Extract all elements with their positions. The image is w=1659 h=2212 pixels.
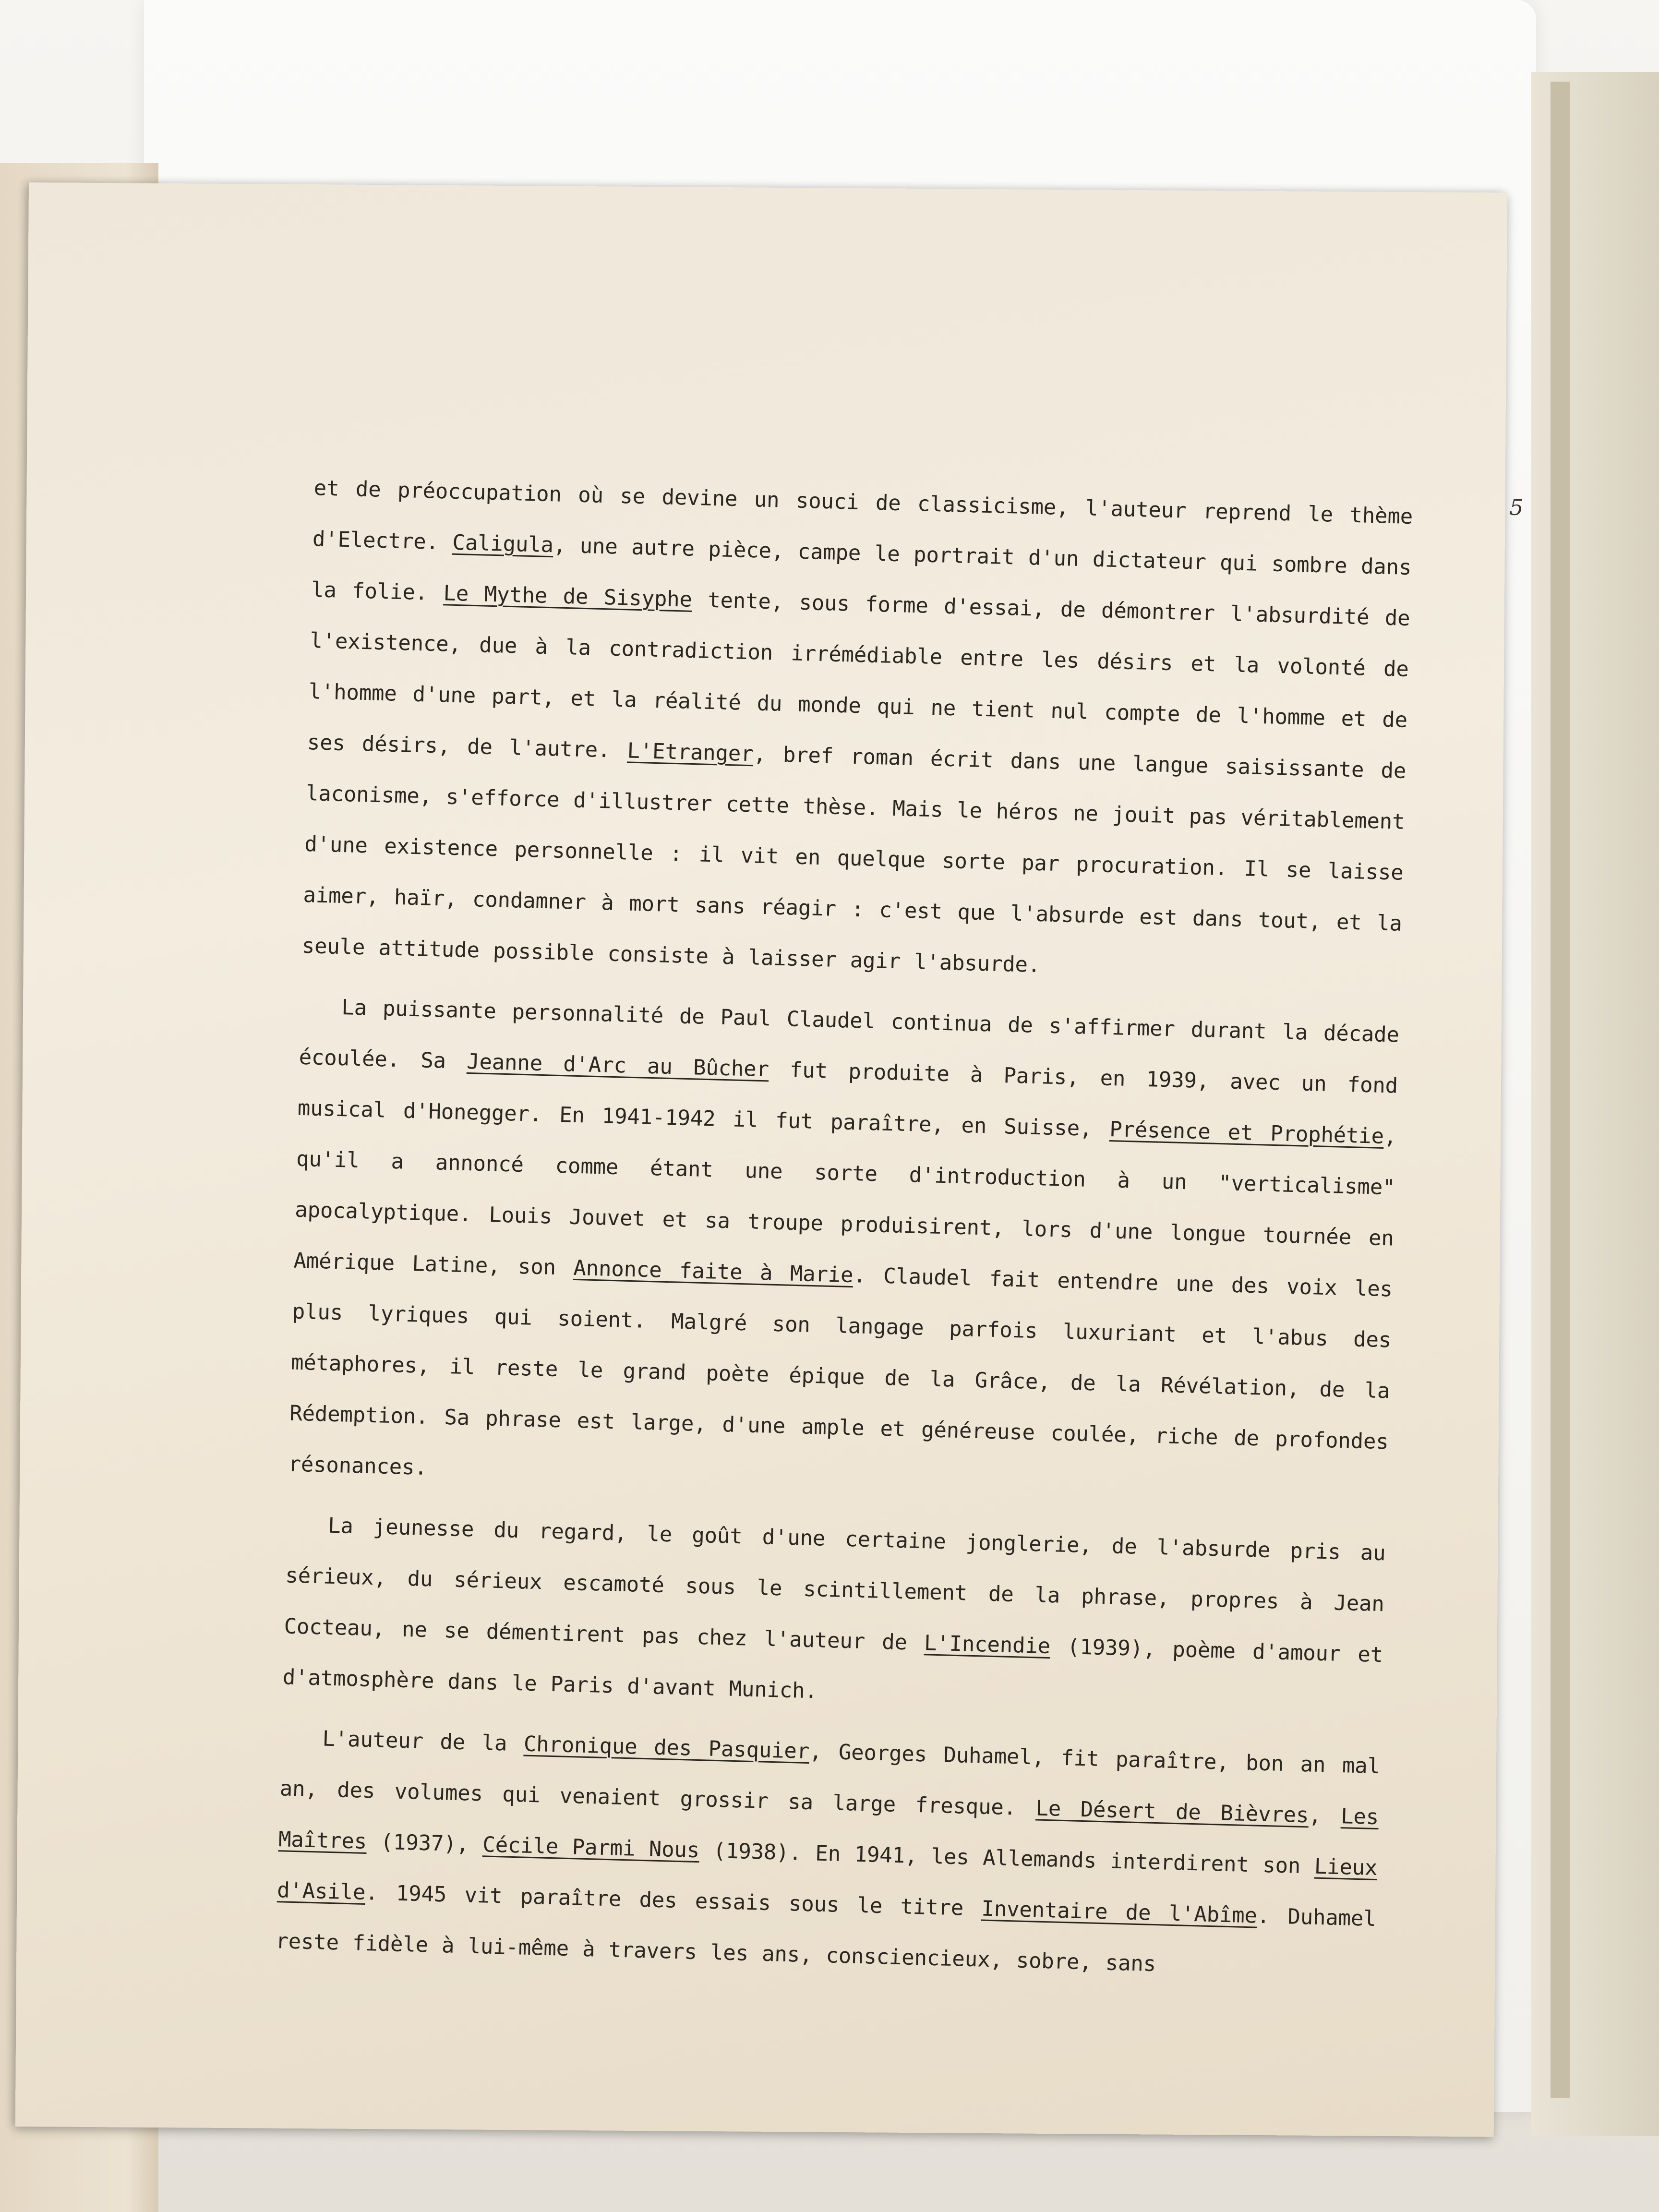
underlined-title: Les Maîtres <box>278 1804 1379 1854</box>
text-run: (1937), <box>366 1829 483 1857</box>
underlined-title: Cécile Parmi Nous <box>482 1832 700 1863</box>
text-run: (1939), poème d'amour et d'atmosphère dans le Paris d'avant Munich. <box>282 1634 1383 1704</box>
text-run: , bref roman écrit dans une langue saisissante de laconisme, s'efforce d'illustrer cette thèse. Mais le héros ne jouit pas véritablement d'une existence personnelle : il vit en quelque sorte par procuration. Il se laisse aimer, haïr, condamner à mort sans réagir : c'est que l'absurde est dans tout, et la seule attitude possible consiste à laisser agir l'absurde. <box>301 742 1407 978</box>
underlined-title: Inventaire de l'Abîme <box>981 1896 1258 1928</box>
text-run: fut produite à Paris, en 1939, avec un fond musical d'Honegger. En 1941-1942 il fut paraître, en Suisse, <box>297 1057 1398 1142</box>
text-run: L'auteur de la <box>322 1726 524 1756</box>
underlined-title: Présence et Prophétie <box>1109 1117 1384 1149</box>
underlined-title: Annonce faite à Marie <box>573 1255 854 1288</box>
page-number: 5 <box>1509 494 1524 521</box>
underlined-title: Le Désert de Bièvres <box>1035 1796 1309 1828</box>
text-run: , Georges Duhamel, fit paraître, bon an mal an, des volumes qui venaient grossir sa large fresque. <box>279 1739 1381 1821</box>
text-run: , qu'il a annoncé comme étant une sorte d'introduction à un "verticalisme" apocalyptique. Louis Jouvet et sa troupe produisirent, lors d'une longue tournée en Amérique Latine, son <box>293 1124 1397 1280</box>
paragraph <box>301 463 1413 1000</box>
text-run: La puissante personnalité de Paul Claudel continua de s'affirmer durant la décade écoulée. Sa <box>299 995 1400 1074</box>
underlined-title: Chronique des Pasquier <box>523 1731 810 1764</box>
underlined-title: Jeanne d'Arc au Bûcher <box>466 1049 769 1082</box>
text-run: . 1945 vit paraître des essais sous le titre <box>365 1880 982 1921</box>
underlined-title: Lieux d'Asile <box>276 1854 1378 1905</box>
page-stack-shadow <box>1551 82 1570 2098</box>
underlined-title: Caligula <box>452 530 554 558</box>
text-run: , <box>1308 1803 1341 1829</box>
typed-page <box>270 444 1524 2184</box>
paragraph <box>282 1499 1386 1731</box>
text-run: , une autre pièce, campe le portrait d'un dictateur qui sombre dans la folie. <box>311 533 1412 606</box>
paragraph <box>275 1712 1381 1996</box>
body-text <box>275 463 1414 2005</box>
text-run: . Duhamel reste fidèle à lui-même à travers les ans, consciencieux, sobre, sans <box>275 1903 1377 1977</box>
text-run: (1938). En 1941, les Allemands interdirent son <box>699 1838 1315 1879</box>
document-sheet <box>15 182 1524 2137</box>
text-run: et de préoccupation où se devine un souci de classicisme, l'auteur reprend le thème d'Electre. <box>312 476 1413 555</box>
text-run: La jeunesse du regard, le goût d'une certaine jonglerie, de l'absurde pris au sérieux, du sérieux escamoté sous le scintillement de la phrase, propres à Jean Cocteau, ne se démentirent pas chez l'auteur de <box>284 1513 1386 1656</box>
underlined-title: L'Incendie <box>924 1631 1051 1659</box>
text-run: tente, sous forme d'essai, de démontrer l'absurdité de l'existence, due à la contradiction irrémédiable entre les désirs et la volonté de l'homme d'une part, et la réalité du monde qui ne tient nul compte de l'homme et de ses désirs, de l'autre. <box>307 587 1411 763</box>
paragraph <box>288 981 1400 1519</box>
underlined-title: Le Mythe de Sisyphe <box>443 581 693 612</box>
text-run: . Claudel fait entendre une des voix les plus lyriques qui soient. Malgré son langage parfois luxuriant et l'abus des métaphores, il reste le grand poète épique de la Grâce, de la Révélation, de la Rédemption. Sa phrase est large, d'une ample et généreuse coulée, riche de profondes résonances. <box>288 1263 1393 1480</box>
underlined-title: L'Etranger <box>626 738 754 767</box>
